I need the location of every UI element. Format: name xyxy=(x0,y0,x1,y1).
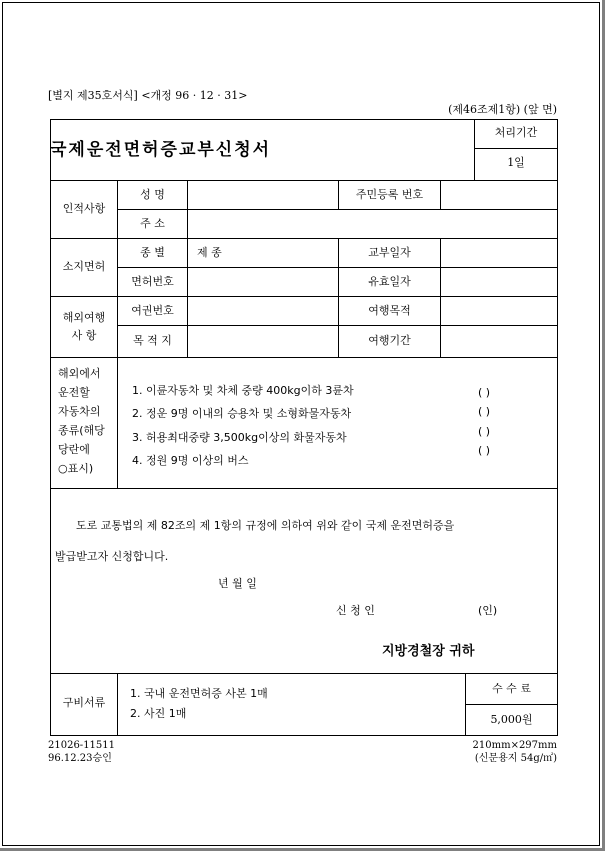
id-number-label: 주민등록 번호 xyxy=(355,188,424,201)
issue-date-label: 교부일자 xyxy=(368,246,411,259)
statement-line2: 발급받고자 신청합니다. xyxy=(55,550,169,563)
processing-value: 1일 xyxy=(507,156,525,169)
row-line xyxy=(465,704,558,705)
row-line xyxy=(50,238,558,239)
vehicle-section-line: 해외에서 xyxy=(58,367,101,380)
license-number-label: 면허번호 xyxy=(131,275,174,288)
passport-number-label: 여권번호 xyxy=(131,304,174,317)
section-license: 소지면허 xyxy=(62,260,106,273)
table-border-top xyxy=(50,119,558,120)
vehicle-section-line: 종류(해당 xyxy=(58,424,105,437)
destination-label: 목 적 지 xyxy=(133,334,172,347)
documents-label: 구비서류 xyxy=(62,696,106,709)
vehicle-item: 4. 정원 9명 이상의 버스 xyxy=(132,454,249,467)
vehicle-item-mark[interactable]: ( ) xyxy=(478,444,491,457)
recipient: 지방경철장 귀하 xyxy=(382,644,475,659)
license-type-label: 종 별 xyxy=(140,246,165,259)
vehicle-item: 3. 허용최대중량 3,500kg이상의 화물자동차 xyxy=(132,431,347,444)
name-label: 성 명 xyxy=(140,188,165,201)
row-line xyxy=(50,296,558,297)
column-line xyxy=(187,180,188,357)
column-line xyxy=(440,238,441,357)
form-title: 국제운전면허증교부신청서 xyxy=(50,140,272,160)
application-date: 년 월 일 xyxy=(218,577,257,590)
section-travel-line1: 해외여행 xyxy=(62,311,106,324)
column-line xyxy=(440,180,441,210)
column-line xyxy=(117,673,118,735)
table-border-right xyxy=(557,119,558,736)
paper-size: 210mm×297mm xyxy=(472,740,557,751)
vehicle-item-mark[interactable]: ( ) xyxy=(478,425,491,438)
valid-date-label: 유효일자 xyxy=(368,275,411,288)
approval-date: 96.12.23승인 xyxy=(48,753,112,764)
vehicle-item: 2. 정운 9명 이내의 승용차 및 소형화물자동차 xyxy=(132,407,352,420)
statement-line1: 도로 교통법의 제 82조의 제 1항의 규정에 의하여 위와 같이 국제 운전면허증을 xyxy=(76,519,455,532)
paper-type: (신문용지 54g/㎡) xyxy=(474,753,557,764)
vehicle-item-mark[interactable]: ( ) xyxy=(478,405,491,418)
row-line xyxy=(50,673,558,674)
row-line xyxy=(50,357,558,358)
travel-period-label: 여행기간 xyxy=(368,334,411,347)
table-border-bottom xyxy=(50,735,558,736)
seal-mark: (인) xyxy=(478,604,498,617)
document-item: 2. 사진 1매 xyxy=(130,707,187,720)
article-reference: (제46조제1항) (앞 면) xyxy=(448,103,557,116)
section-travel-line2: 사 항 xyxy=(71,329,97,342)
vehicle-section-line: 당란에 xyxy=(58,443,90,456)
row-line xyxy=(50,488,558,489)
document-item: 1. 국내 운전면허증 사본 1매 xyxy=(130,687,268,700)
vehicle-item-mark[interactable]: ( ) xyxy=(478,386,491,399)
vehicle-section-line: ○표시) xyxy=(58,462,94,475)
section-personal: 인적사항 xyxy=(62,202,106,215)
form-reference: [별지 제35호서식] <개정 96 · 12 · 31> xyxy=(48,89,248,102)
row-line xyxy=(50,180,558,181)
address-label: 주 소 xyxy=(140,217,165,230)
license-type-value: 제 종 xyxy=(197,246,222,259)
vehicle-item: 1. 이륜자동차 및 차체 중량 400kg이하 3륜차 xyxy=(132,384,354,397)
fee-value: 5,000원 xyxy=(490,713,533,726)
vehicle-section-line: 자동차의 xyxy=(58,405,101,418)
travel-purpose-label: 여행목적 xyxy=(368,304,411,317)
processing-divider xyxy=(474,148,558,149)
applicant-label: 신 청 인 xyxy=(336,604,375,617)
processing-label: 처리기간 xyxy=(494,126,538,139)
fee-label: 수 수 료 xyxy=(492,682,531,695)
form-number: 21026-11511 xyxy=(48,740,116,751)
vehicle-section-line: 운전할 xyxy=(58,386,90,399)
